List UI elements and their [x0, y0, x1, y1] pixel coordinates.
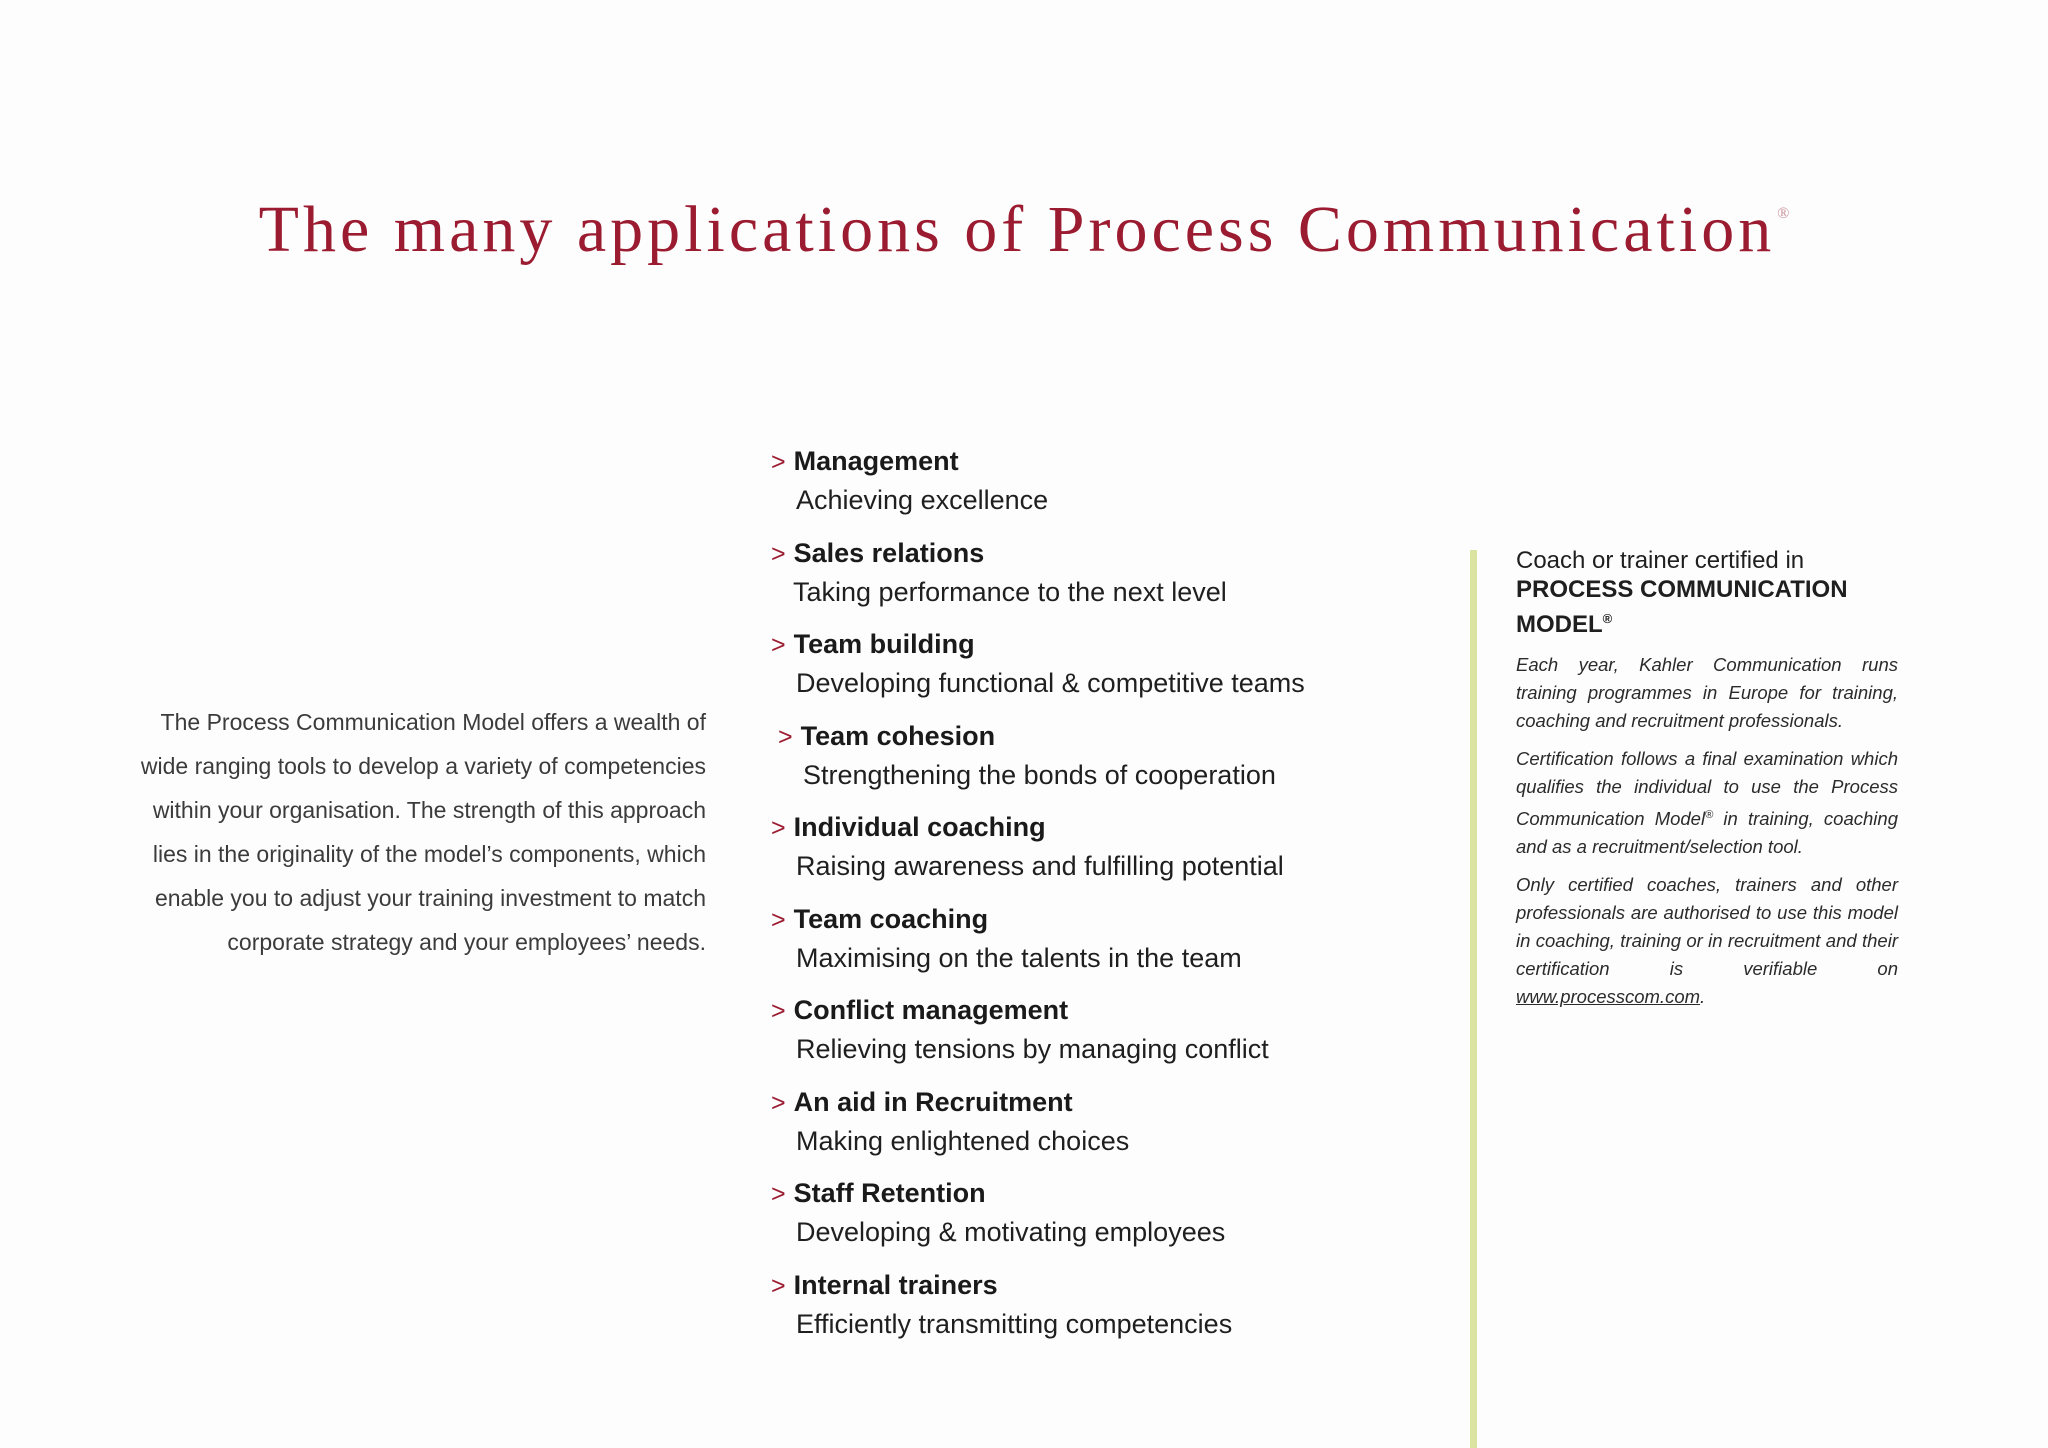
application-title-text: Individual coaching [793, 812, 1046, 842]
list-item [771, 991, 1391, 1083]
application-title [771, 625, 1391, 664]
sidebar-paragraph-verification-end: . [1700, 986, 1706, 1008]
chevron-right-icon: > [778, 722, 793, 751]
processcom-website-link[interactable]: www.processcom.com [1516, 986, 1701, 1008]
application-title [771, 442, 1391, 481]
application-description: Taking performance to the next level [793, 576, 1227, 607]
chevron-right-icon: > [771, 814, 786, 842]
application-title-text: An aid in Recruitment [793, 1086, 1073, 1117]
registered-mark: ® [1777, 205, 1790, 222]
sidebar-paragraph-certification [1516, 745, 1898, 861]
list-item [771, 1174, 1391, 1266]
application-description: Developing functional & competitive teams [796, 668, 1305, 698]
application-title [771, 808, 1391, 847]
application-title-text: Conflict management [793, 995, 1069, 1025]
intro-paragraph: The Process Communication Model offers a wealth of wide ranging tools to develop a variety of competencies within your organisation. The strength of this approach lies in the originality of the model’s components, which enable you to adjust your training investment to match corporate strategy and your employees’ needs. [140, 709, 706, 955]
sidebar-heading-line2: PROCESS COMMUNICATION MODEL [1516, 576, 1848, 638]
sidebar-paragraph-verification-text: Only certified coaches, trainers and other professionals are authorised to use this model in coaching, training or in recruitment and their certification is verifiable on [1516, 874, 1898, 980]
application-title [771, 1174, 1391, 1213]
application-title-text: Staff Retention [793, 1178, 986, 1208]
chevron-right-icon: > [771, 448, 786, 476]
application-description: Relieving tensions by managing conflict [796, 1034, 1269, 1064]
certification-sidebar [1516, 546, 1898, 1021]
list-item [771, 900, 1391, 992]
vertical-divider [1470, 550, 1477, 1448]
application-description: Efficiently transmitting competencies [796, 1308, 1233, 1339]
list-item [771, 808, 1391, 900]
sidebar-paragraph-certification-text-end: in training, coaching and as a recruitment/selection tool. [1516, 808, 1898, 858]
application-title-text: Team building [793, 629, 975, 659]
application-title [771, 534, 1391, 573]
chevron-right-icon: > [771, 905, 786, 934]
sidebar-paragraph-verification [1516, 871, 1898, 1011]
application-title [771, 900, 1391, 939]
application-description: Strengthening the bonds of cooperation [803, 759, 1276, 790]
chevron-right-icon: > [771, 539, 786, 568]
registered-mark: ® [1602, 611, 1613, 626]
application-title [771, 1266, 1391, 1305]
chevron-right-icon: > [771, 1088, 786, 1117]
application-description: Achieving excellence [796, 485, 1049, 515]
application-description: Developing & motivating employees [796, 1217, 1226, 1247]
application-description: Making enlightened choices [796, 1125, 1130, 1156]
application-title [771, 1083, 1391, 1122]
application-title-text: Internal trainers [793, 1269, 998, 1300]
sidebar-paragraph-certification-text: Certification follows a final examination which qualifies the individual to use the Process Communication Model [1516, 748, 1898, 830]
chevron-right-icon: > [771, 631, 786, 659]
list-item [771, 717, 1391, 809]
chevron-right-icon: > [771, 1180, 786, 1208]
application-title-text: Team cohesion [800, 720, 996, 751]
list-item [771, 442, 1391, 534]
list-item [771, 1266, 1391, 1358]
chevron-right-icon: > [771, 997, 786, 1025]
application-description: Raising awareness and fulfilling potential [796, 851, 1284, 881]
list-item [771, 534, 1391, 626]
application-title [771, 991, 1391, 1030]
sidebar-heading-line1: Coach or trainer certified in [1516, 547, 1805, 574]
list-item [771, 1083, 1391, 1175]
application-title-text: Sales relations [793, 537, 985, 568]
sidebar-heading [1516, 546, 1898, 639]
registered-mark: ® [1705, 809, 1714, 821]
application-title-text: Team coaching [793, 903, 989, 934]
applications-list [771, 442, 1391, 1357]
application-title [778, 717, 1391, 756]
application-description: Maximising on the talents in the team [796, 942, 1242, 973]
page-title-text: The many applications of Process Communication [258, 193, 1776, 266]
page-title [0, 190, 2048, 269]
chevron-right-icon: > [771, 1271, 786, 1300]
sidebar-paragraph-annual-training: Each year, Kahler Communication runs training programmes in Europe for training, coaching and recruitment professionals. [1516, 654, 1898, 731]
application-title-text: Management [793, 446, 959, 476]
list-item [771, 625, 1391, 717]
